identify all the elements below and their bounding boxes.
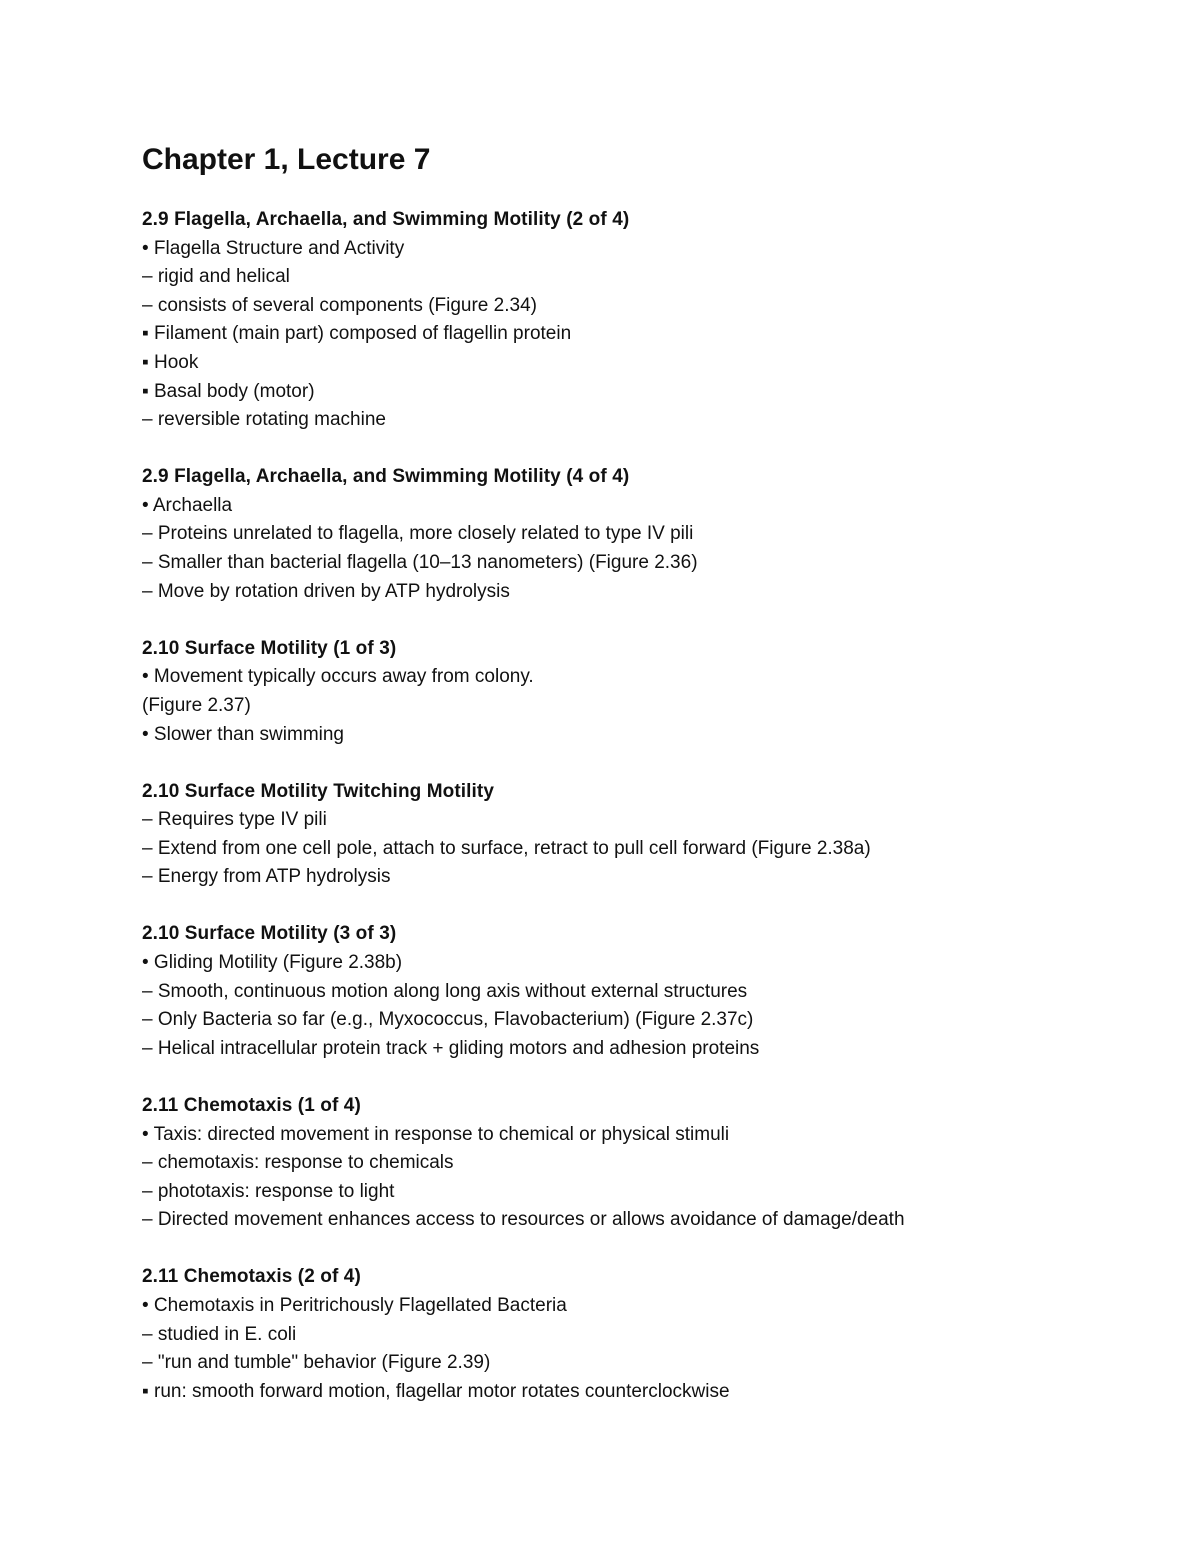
bullet-line: (Figure 2.37) [142, 694, 251, 716]
bullet-line: – Smooth, continuous motion along long axis without external structures [142, 980, 748, 1002]
bullet-line: • Archaella [142, 494, 233, 516]
bullet-line: • Flagella Structure and Activity [142, 237, 405, 259]
document-title: Chapter 1, Lecture 7 [142, 143, 431, 176]
bullet-line: – Smaller than bacterial flagella (10–13 nanometers) (Figure 2.36) [142, 552, 698, 574]
section-heading: 2.11 Chemotaxis (1 of 4) [142, 1094, 361, 1116]
bullet-line: – Requires type IV pili [142, 809, 327, 831]
bullet-line: ▪ run: smooth forward motion, flagellar motor rotates counterclockwise [142, 1380, 730, 1402]
bullet-line: – chemotaxis: response to chemicals [142, 1152, 454, 1174]
section-heading: 2.9 Flagella, Archaella, and Swimming Motility (2 of 4) [142, 209, 630, 230]
bullet-line: • Gliding Motility (Figure 2.38b) [142, 952, 403, 974]
bullet-line: – rigid and helical [142, 266, 290, 288]
bullet-line: – studied in E. coli [142, 1323, 297, 1345]
section [142, 206, 1142, 435]
bullet-line: – consists of several components (Figure 2.34) [142, 294, 537, 316]
bullet-line: • Slower than swimming [142, 723, 344, 745]
bullet-line: – reversible rotating machine [142, 409, 386, 431]
section [142, 1263, 1142, 1406]
bullet-line: • Movement typically occurs away from colony. [142, 666, 534, 688]
bullet-line: ▪ Basal body (motor) [142, 380, 315, 402]
bullet-line: – phototaxis: response to light [142, 1180, 395, 1202]
section [142, 463, 1142, 606]
sections-container [142, 206, 1142, 1406]
bullet-line: – Helical intracellular protein track + gliding motors and adhesion proteins [142, 1037, 760, 1059]
section [142, 1092, 1142, 1235]
document-page [142, 138, 1142, 1435]
bullet-line: – "run and tumble" behavior (Figure 2.39) [142, 1352, 491, 1374]
section-heading: 2.10 Surface Motility (3 of 3) [142, 923, 397, 945]
bullet-line: – Energy from ATP hydrolysis [142, 866, 391, 888]
section-heading: 2.11 Chemotaxis (2 of 4) [142, 1266, 361, 1288]
bullet-line: – Move by rotation driven by ATP hydrolysis [142, 580, 510, 602]
bullet-line: – Only Bacteria so far (e.g., Myxococcus, Flavobacterium) (Figure 2.37c) [142, 1009, 754, 1031]
bullet-line: – Directed movement enhances access to resources or allows avoidance of damage/death [142, 1209, 905, 1231]
section [142, 920, 1142, 1063]
section-heading: 2.10 Surface Motility Twitching Motility [142, 780, 495, 802]
section-heading: 2.9 Flagella, Archaella, and Swimming Motility (4 of 4) [142, 466, 630, 488]
section-heading: 2.10 Surface Motility (1 of 3) [142, 637, 397, 659]
bullet-line: ▪ Filament (main part) composed of flagellin protein [142, 323, 572, 345]
bullet-line: • Taxis: directed movement in response to chemical or physical stimuli [142, 1123, 730, 1145]
bullet-line: – Proteins unrelated to flagella, more closely related to type IV pili [142, 523, 694, 545]
bullet-line: – Extend from one cell pole, attach to surface, retract to pull cell forward (Figure 2.38a) [142, 837, 871, 859]
bullet-line: ▪ Hook [142, 351, 199, 373]
bullet-line: • Chemotaxis in Peritrichously Flagellated Bacteria [142, 1295, 567, 1316]
section [142, 778, 1142, 892]
section [142, 635, 1142, 749]
